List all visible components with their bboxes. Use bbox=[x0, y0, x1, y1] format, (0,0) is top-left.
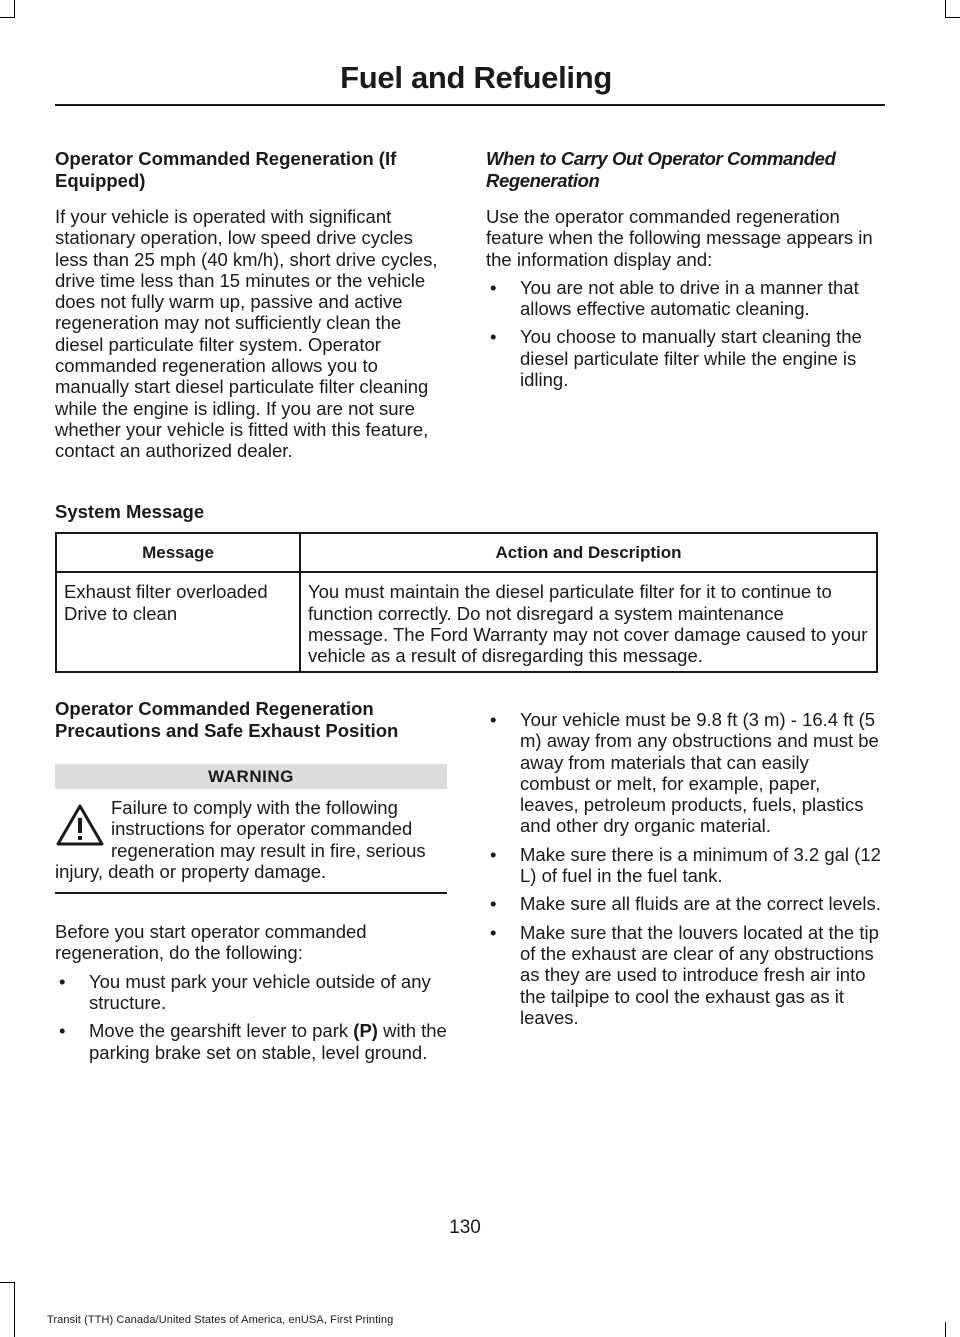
when-bullet-list bbox=[486, 277, 881, 390]
warning-box bbox=[55, 797, 447, 894]
list-item: • Make sure all fluids are at the correct levels. bbox=[486, 893, 881, 914]
system-message-table bbox=[55, 532, 878, 673]
crop-mark bbox=[945, 17, 960, 18]
left-column-top bbox=[55, 148, 447, 462]
section-heading-when: When to Carry Out Operator Commanded Regeneration bbox=[486, 148, 836, 191]
list-item bbox=[55, 1020, 447, 1063]
column-header-action: Action and Description bbox=[300, 533, 877, 572]
page-number: 130 bbox=[449, 1217, 481, 1238]
table-header-row bbox=[56, 533, 877, 572]
bullet-text: with the parking brake set on stable, level ground. bbox=[89, 1020, 447, 1063]
list-item: • You are not able to drive in a manner that allows effective automatic cleaning. bbox=[486, 277, 881, 320]
left-column-bottom bbox=[55, 698, 447, 1063]
when-paragraph: Use the operator commanded regeneration feature when the following message appears in the information display and: bbox=[486, 206, 873, 270]
message-line: Drive to clean bbox=[64, 602, 178, 624]
right-column-bottom bbox=[486, 709, 881, 1028]
crop-mark bbox=[14, 1282, 15, 1337]
section-heading-precautions: Operator Commanded Regeneration Precautions and Safe Exhaust Position bbox=[55, 698, 399, 741]
message-cell bbox=[56, 572, 300, 672]
warning-text: Failure to comply with the following instructions for operator commanded regeneration may result in fire, serious injury, death or property damage. bbox=[55, 797, 426, 882]
right-column-top bbox=[486, 148, 881, 390]
list-item: • You choose to manually start cleaning the diesel particulate filter while the engine is idling. bbox=[486, 326, 881, 390]
message-line: Exhaust filter overloaded bbox=[64, 581, 268, 603]
table-row bbox=[56, 572, 877, 672]
crop-mark bbox=[945, 0, 946, 18]
crop-mark bbox=[14, 0, 15, 18]
header-rule bbox=[55, 104, 885, 106]
footer-text: Transit (TTH) Canada/United States of America, enUSA, First Printing bbox=[47, 1314, 394, 1326]
list-item: • Make sure that the louvers located at the tip of the exhaust are clear of any obstructions as they are used to introduce fresh air into the tailpipe to cool the exhaust gas as it leaves. bbox=[486, 922, 881, 1028]
action-cell: You must maintain the diesel particulate filter for it to continue to function correctly. Do not disregard a system maintenance message. The Ford Warranty may not cover damage caused to your vehicle as a result of disregarding this message. bbox=[300, 572, 877, 672]
park-position-label: (P) bbox=[353, 1020, 378, 1042]
exhaust-bullet-list bbox=[486, 709, 881, 1028]
bullet-text: Move the gearshift lever to park bbox=[89, 1020, 354, 1042]
crop-mark bbox=[0, 1282, 15, 1283]
before-you-start-paragraph: Before you start operator commanded regeneration, do the following: bbox=[55, 921, 367, 964]
column-header-message: Message bbox=[56, 533, 300, 572]
list-item: • Your vehicle must be 9.8 ft (3 m) - 16.4 ft (5 m) away from any obstructions and must be away from materials that can easily combust or melt, for example, paper, leaves, petroleum products, fuels, plastics and other dry organic material. bbox=[486, 709, 881, 837]
intro-paragraph: If your vehicle is operated with significant stationary operation, low speed drive cycles less than 25 mph (40 km/h), short drive cycles, drive time less than 15 minutes or the vehicle does not fully warm up, passive and active regeneration may not sufficiently clean the diesel particulate filter system. Operator commanded regeneration allows you to manually start diesel particulate filter cleaning while the engine is idling. If you are not sure whether your vehicle is fitted with this feature, contact an authorized dealer. bbox=[55, 206, 438, 462]
warning-triangle-icon bbox=[55, 803, 105, 847]
precaution-bullet-list bbox=[55, 971, 447, 1063]
list-item: • Make sure there is a minimum of 3.2 gal (12 L) of fuel in the fuel tank. bbox=[486, 844, 881, 887]
list-item: • You must park your vehicle outside of any structure. bbox=[55, 971, 447, 1014]
crop-mark bbox=[0, 17, 15, 18]
section-heading-regeneration: Operator Commanded Regeneration (If Equipped) bbox=[55, 148, 397, 191]
page-header-title: Fuel and Refueling bbox=[340, 60, 612, 95]
crop-mark bbox=[945, 1322, 946, 1337]
system-message-title: System Message bbox=[55, 501, 205, 522]
warning-label: WARNING bbox=[55, 764, 447, 789]
